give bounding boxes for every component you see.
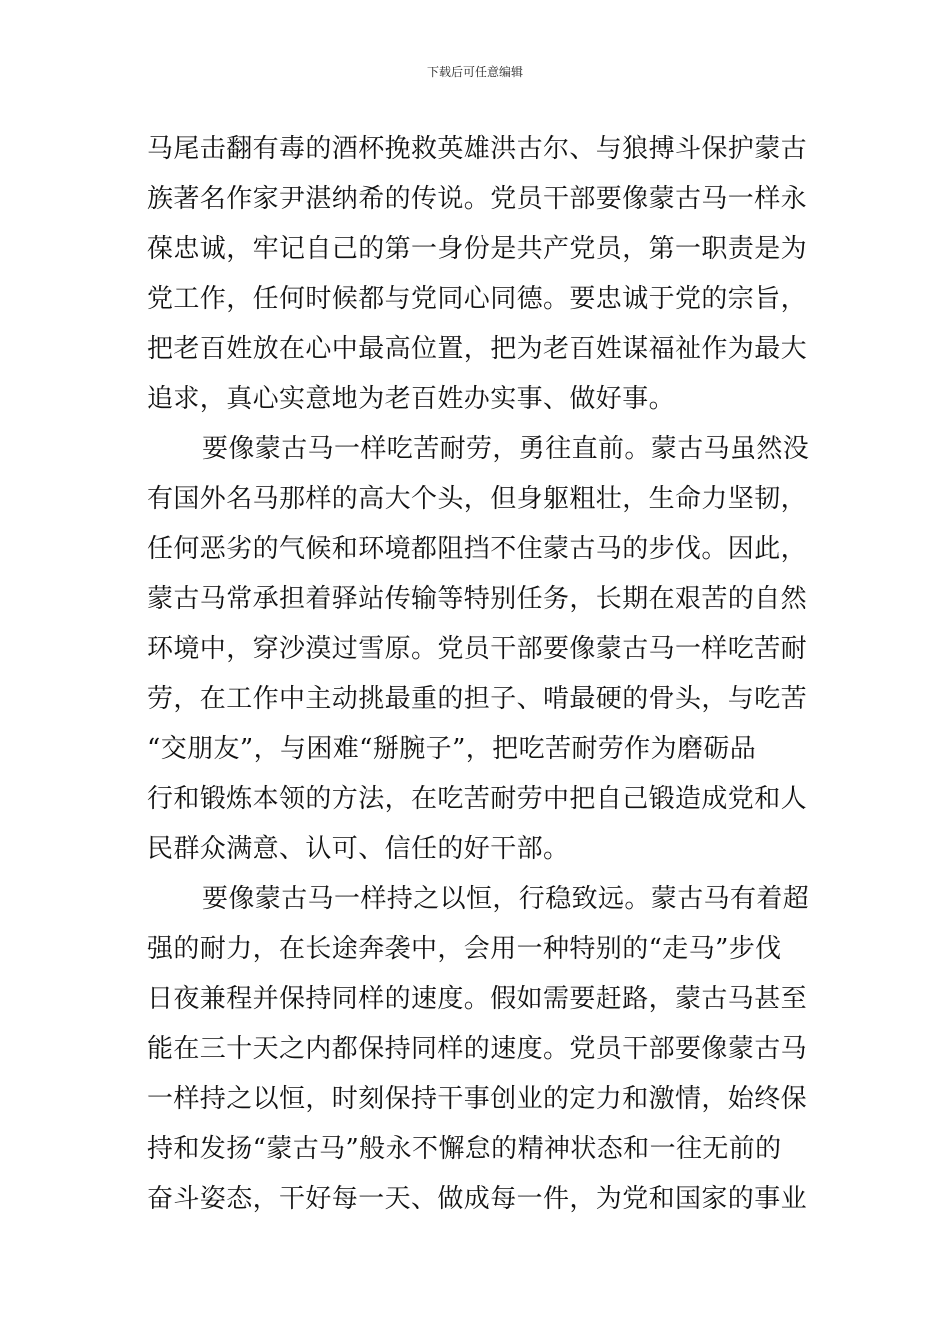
text-line: “交朋友”，与困难“掰腕子”，把吃苦耐劳作为磨砺品 [147, 734, 757, 764]
text-line: 蒙古马常承担着驿站传输等特别任务，长期在艰苦的自然 [147, 584, 808, 614]
text-line: 行和锻炼本领的方法，在吃苦耐劳中把自己锻造成党和人 [147, 784, 808, 814]
text-line: 葆忠诚，牢记自己的第一身份是共产党员，第一职责是为 [147, 234, 808, 264]
paragraph-first-line: 要像蒙古马一样吃苦耐劳，勇往直前。蒙古马虽然没 [202, 434, 810, 464]
text-line: 党工作，任何时候都与党同心同德。要忠诚于党的宗旨， [147, 284, 808, 314]
text-line: 追求，真心实意地为老百姓办实事、做好事。 [147, 384, 676, 414]
text-line: 一样持之以恒，时刻保持干事创业的定力和激情，始终保 [147, 1084, 808, 1114]
text-line: 任何恶劣的气候和环境都阻挡不住蒙古马的步伐。因此， [147, 534, 808, 564]
text-line: 能在三十天之内都保持同样的速度。党员干部要像蒙古马 [147, 1034, 808, 1064]
text-line: 民群众满意、认可、信任的好干部。 [147, 834, 570, 864]
text-line: 劳，在工作中主动挑最重的担子、啃最硬的骨头，与吃苦 [147, 684, 808, 714]
text-line: 环境中，穿沙漠过雪原。党员干部要像蒙古马一样吃苦耐 [147, 634, 808, 664]
text-line: 族著名作家尹湛纳希的传说。党员干部要像蒙古马一样永 [147, 184, 808, 214]
paragraph-first-line: 要像蒙古马一样持之以恒，行稳致远。蒙古马有着超 [202, 884, 810, 914]
text-line: 有国外名马那样的高大个头，但身躯粗壮，生命力坚韧， [147, 484, 808, 514]
text-line: 强的耐力，在长途奔袭中，会用一种特别的“走马”步伐 [147, 934, 782, 964]
text-line: 马尾击翻有毒的酒杯挽救英雄洪古尔、与狼搏斗保护蒙古 [147, 134, 808, 164]
text-line: 日夜兼程并保持同样的速度。假如需要赶路，蒙古马甚至 [147, 984, 808, 1014]
document-body [147, 124, 810, 1224]
text-line: 奋斗姿态，干好每一天、做成每一件，为党和国家的事业 [147, 1184, 808, 1214]
page-header: 下载后可任意编辑 [426, 65, 523, 79]
text-line: 持和发扬“蒙古马”般永不懈怠的精神状态和一往无前的 [147, 1134, 782, 1164]
text-line: 把老百姓放在心中最高位置，把为老百姓谋福祉作为最大 [147, 334, 808, 364]
